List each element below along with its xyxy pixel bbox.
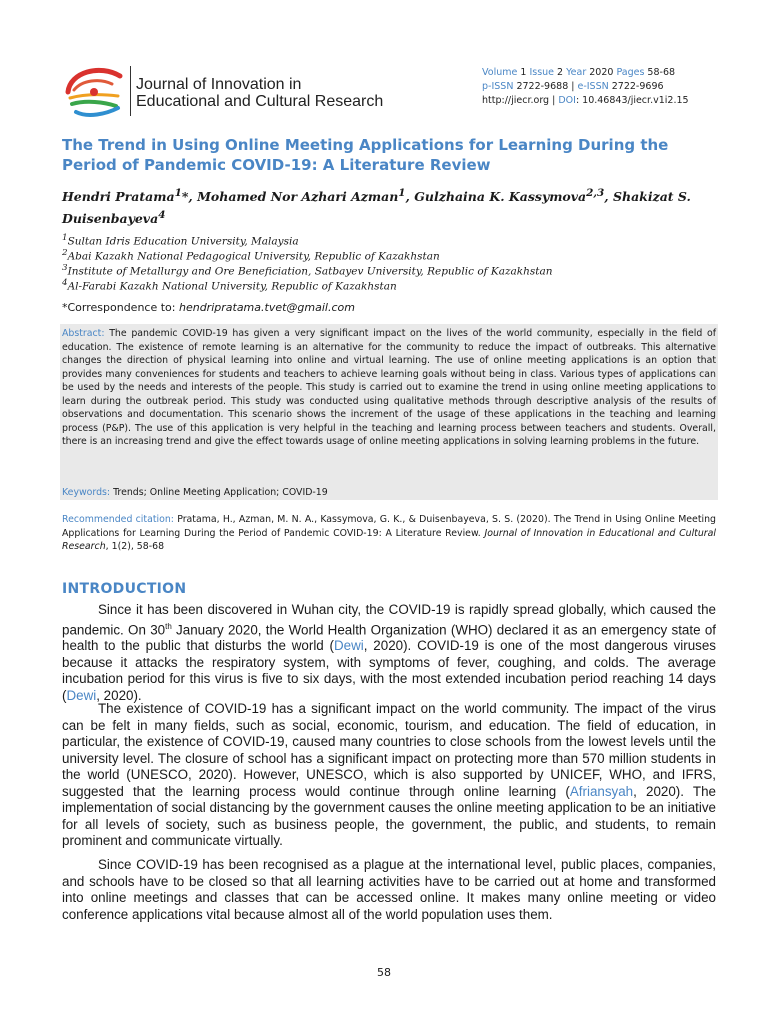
journal-url-link[interactable]: http://jiecr.org | [482, 95, 559, 106]
section-heading-introduction: INTRODUCTION [62, 581, 187, 597]
article-title: The Trend in Using Online Meeting Applications for Learning During the Period of Pandemic COVID-19: A Literature Review [62, 136, 669, 174]
affiliation-3: $^3$Institute of Metallurgy and Ore Beneficiation, Satbayev University, Republic of Kazakhstan [62, 263, 553, 278]
author-list: Hendri Pratama$^1$*, Mohamed Nor Azhari Azman$^1$, Gulzhaina K. Kassymova$^{2,3}$, Shakizat S. Duisenbayeva$^4$ [62, 187, 691, 227]
journal-logo-icon [60, 62, 128, 120]
page-number: 58 [377, 966, 391, 979]
correspondence-email-link[interactable]: hendripratama.tvet@gmail.com [178, 301, 355, 314]
abstract-label: Abstract: [62, 328, 105, 339]
affiliation-1: $^1$Sultan Idris Education University, Malaysia [62, 233, 299, 248]
abstract-text: The pandemic COVID-19 has given a very significant impact on the lives of the world community, especially in the field of education. The existence of remote learning is an alternative for the community to reduce the impact of outbreaks. This alternative changes the direction of physical learning into online and virtual learning. The use of online meeting applications is an option that provides many conveniences for students and teachers to achieve learning goals without being in class. Various types of applications can be used by the needs and interests of the people. This study is carried out to examine the trend in using online meeting applications to learn during the outbreak period. This study was conducted using qualitative methods through descriptive analysis of the results of observations and documentation. This scenario shows the increment of the usage of these applications in the teaching and learning process (P&P). The use of this application is very helpful in the teaching and learning process between teachers and students. Overall, there is an increasing trend and give the effect towards usage of online meeting applications in solving learning problems in the future. [62, 328, 716, 447]
journal-volume-info: Volume 1 Issue 2 Year 2020 Pages 58-68 [482, 67, 676, 78]
recommended-citation: Recommended citation: Pratama, H., Azman, M. N. A., Kassymova, G. K., & Duisenbayeva, S. S. (2020). The Trend in Using Online Meeting Applications for Learning During the Period of Pandemic COVID-19: A Literature Review. Journal of Innovation in Educational and Cultural Research, 1(2), 58-68 [62, 514, 717, 552]
reference-link[interactable]: Dewi [66, 687, 97, 703]
reference-link[interactable]: Afriansyah [569, 783, 634, 799]
affiliation-4: $^4$Al-Farabi Kazakh National University, Republic of Kazakhstan [62, 278, 397, 293]
abstract [62, 327, 716, 449]
logo-divider [130, 66, 131, 116]
keywords-label: Keywords: [62, 487, 111, 498]
journal-title-line-2: Educational and Cultural Research [136, 93, 384, 110]
intro-paragraph-2: The existence of COVID-19 has a significant impact on the world community. The impact of the virus can be felt in many fields, such as social, economic, tourism, and education. The field of education, in particular, the existence of COVID-19, caused many countries to close schools from the lowest levels until the university level. The closure of school has a significant impact on protecting more than 570 million students in the world (UNESCO, 2020). However, UNESCO, which is also supported by UNICEF, WHO, and IFRS, suggested that the learning process would continue through online learning (Afriansyah, 2020). The implementation of social distancing by the government causes the online meeting application to be an initiative for all levels of society, such as business people, the government, the public, and students, to remain prominent and communicate virtually. [62, 701, 716, 848]
intro-paragraph-3: Since COVID-19 has been recognised as a plague at the international level, public places, companies, and schools have to be closed so that all learning activities have to be carried out at home and transformed into online meetings and classes that can be accessed online. It makes many online meeting or video conference applications vital because almost all of the world population uses them. [62, 857, 716, 922]
keywords-text: Trends; Online Meeting Application; COVID-19 [110, 487, 328, 498]
reference-link[interactable]: Dewi [334, 638, 364, 654]
doi-link[interactable]: : 10.46843/jiecr.v1i2.15 [575, 95, 689, 106]
keywords [62, 486, 328, 499]
journal-title-line-1: Journal of Innovation in [136, 76, 302, 93]
citation-label: Recommended citation: [62, 514, 174, 525]
journal-url-doi: http://jiecr.org | DOI: 10.46843/jiecr.v1i2.15 [482, 95, 689, 106]
affiliation-2: $^2$Abai Kazakh National Pedagogical University, Republic of Kazakhstan [62, 248, 440, 263]
journal-issn-info: p-ISSN 2722-9688 | e-ISSN 2722-9696 [482, 81, 664, 92]
intro-paragraph-1: Since it has been discovered in Wuhan city, the COVID-19 is rapidly spread globally, which caused the pandemic. On 30th January 2020, the World Health Organization (WHO) declared it as an emergency state of health to the public that disturbs the world (Dewi, 2020). COVID-19 is one of the most dangerous viruses because it attacks the respiratory system, with symptoms of fever, coughing, and colds. The average incubation period for this virus is five to six days, with the most extended incubation period reaching 14 days (Dewi, 2020). [62, 602, 717, 703]
correspondence: *Correspondence to: hendripratama.tvet@gmail.com [62, 301, 355, 314]
